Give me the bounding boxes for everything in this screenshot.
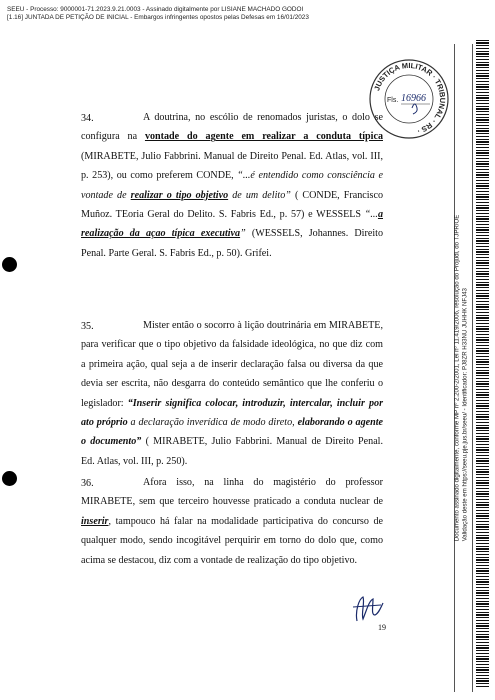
header-line-2: [1.16] JUNTADA DE PETIÇÃO DE INICIAL - Embargos infringentes opostos pelas Defesas em 16/01/2023: [7, 14, 309, 21]
paragraph-34-number: 34.: [81, 113, 94, 124]
handwritten-signature: [347, 593, 387, 625]
p34-text-3: ( CONDE, Francisco Muñoz. TEoria Geral do Delito. S. Fabris Ed., p. 57) e WESSELS: [81, 189, 383, 221]
p35-quote-inserir: “Inserir significa colocar, introduzir, intercalar, incluir por ato próprio: [81, 397, 383, 429]
paragraph-36-number: 36.: [81, 478, 94, 489]
p34-text-2: (MIRABETE, Julio Fabbrini. Manual de Direito Penal. Ed. Atlas, vol. III, p. 253), ou como preferem CONDE,: [81, 150, 383, 182]
p35-quote-elaborando: elaborando o agente o documento”: [81, 417, 383, 448]
p34-quote-wessels-open: “...: [364, 209, 378, 221]
stamp-fls-number: 16966: [401, 93, 426, 104]
p36-emphasis-inserir: inserir: [81, 515, 109, 527]
p34-text-1: A doutrina, no escólio de renomados juristas, o dolo se configura na: [81, 112, 383, 143]
p35-text-2: ( MIRABETE, Julio Fabbrini. Manual de Direito Penal. Ed. Atlas, vol. III, p. 250).: [81, 436, 383, 467]
paragraph-36: [81, 473, 383, 570]
paragraph-35: [81, 316, 383, 471]
barcode: [476, 40, 489, 688]
p34-quote-wessels-close: ”: [240, 228, 246, 240]
punch-hole: [2, 257, 17, 272]
p35-quote-text: a declaração inverídica de modo direto,: [127, 417, 298, 429]
p34-quote-wessels-emphasis: a realização da açao típica executiva: [81, 209, 383, 240]
side-note-line-2: Validação deste em https://seeu.pje.jus.br/seeu/ - Identificador: PJ8ZR H33NU JUHHK NFJ43: [462, 288, 469, 542]
side-note-line-1: Documento assinado digitalmente, conforme MP nº 2.200-2/2001, Lei nº 11.419/2006, resolução do Projudi, do TJPR/OE: [453, 214, 461, 542]
p34-emphasis-conduta: vontade do agente em realizar a conduta típica: [144, 131, 383, 143]
punch-hole: [2, 471, 17, 486]
paragraph-35-number: 35.: [81, 321, 94, 332]
paragraph-34: [81, 108, 383, 263]
p34-quote-conde-2: de um delito”: [228, 189, 291, 201]
p34-text-4: (WESSELS, Johannes. Direito Penal. Parte Geral. S. Fabris Ed., p. 50). Grifei.: [81, 228, 383, 259]
p36-text-1: Afora isso, na linha do magistério do professor MIRABETE, sem que terceiro houvesse praticado a conduta nuclear de: [81, 477, 383, 508]
p36-text-2: , tampouco há falar na modalidade participativa do concurso de qualquer modo, sendo incogitável perquirir em torno do dolo que, como acima se destacou, diz com a vontade de realização do tipo objetivo.: [81, 515, 383, 566]
stamp-fls-label: Fls.: [387, 97, 399, 104]
p35-text-1: Mister então o socorro à lição doutrinária em MIRABETE, para verificar que o tipo objetivo da falsidade ideológica, no que diz com a primeira ação, qual seja a de inserir declaração falsa ou diversa da que devia ser escrita, não desgarra do conteúdo semântico que lhe conferiu o legislador:: [81, 320, 383, 409]
page-number: 19: [378, 623, 386, 632]
header-line-1: SEEU - Processo: 9000001-71.2023.9.21.0003 - Assinado digitalmente por LISIANE MACHADO GODOI: [7, 6, 304, 13]
stamp-ring-text: JUSTIÇA MILITAR · TRIBUNAL · RS ·: [372, 60, 448, 136]
p34-quote-conde-emphasis: realizar o tipo objetivo: [130, 189, 229, 201]
p34-quote-conde-1: “...é entendido como consciência e vontade de: [81, 170, 383, 201]
